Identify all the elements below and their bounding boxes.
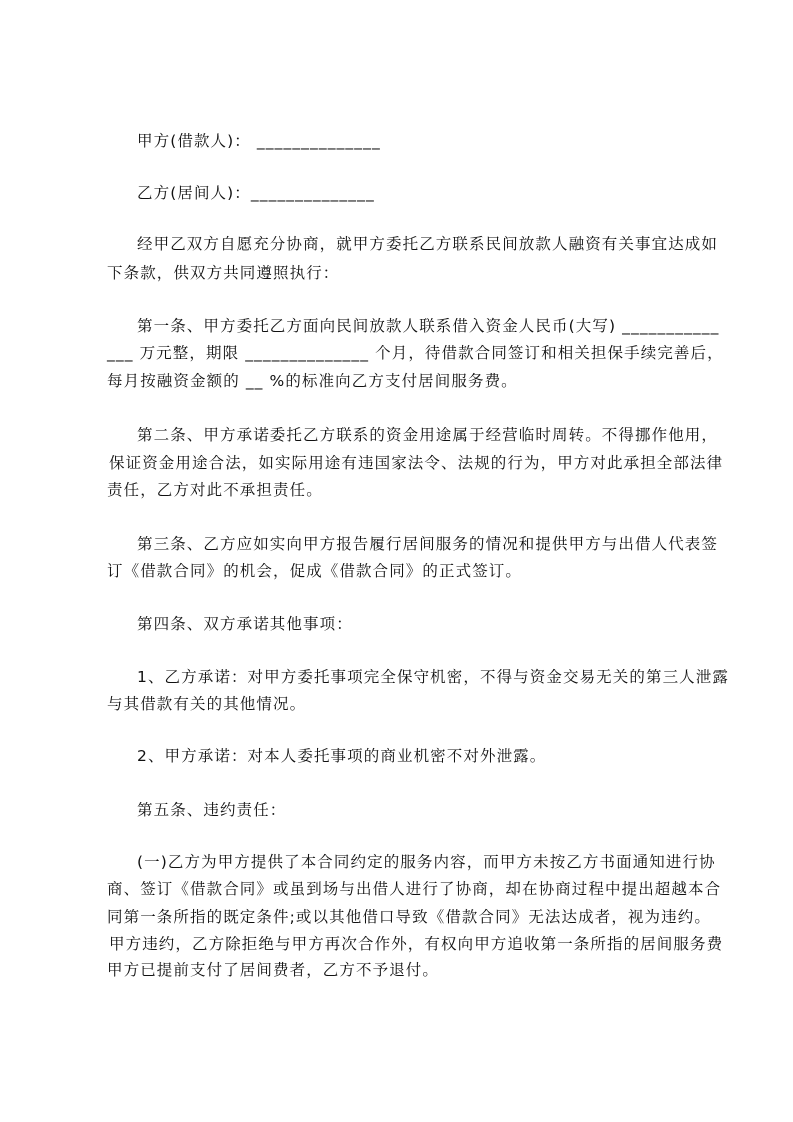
text-line: 第一条、甲方委托乙方面向民间放款人联系借入资金人民币(大写) ___________ <box>137 317 720 335</box>
item-2: 2、甲方承诺：对本人委托事项的商业机密不对外泄露。 <box>137 747 547 765</box>
text-line: 1、乙方承诺：对甲方委托事项完全保守机密，不得与资金交易无关的第三人泄露 <box>137 668 729 686</box>
text-line: 保证资金用途合法，如实际用途有违国家法令、法规的行为，甲方对此承担全部法律 <box>109 454 724 472</box>
text-line: 商、签订《借款合同》或虽到场与出借人进行了协商，却在协商过程中提出超越本合 <box>107 880 722 898</box>
text-line: 下条款，供双方共同遵照执行： <box>107 264 340 282</box>
text-line: 第二条、甲方承诺委托乙方联系的资金用途属于经营临时周转。不得挪作他用， <box>137 426 719 444</box>
article-5: 第五条、违约责任： <box>137 801 287 819</box>
text-line: (一)乙方为甲方提供了本合同约定的服务内容，而甲方未按乙方书面通知进行协 <box>137 853 716 871</box>
text-line: 责任，乙方对此不承担责任。 <box>107 481 323 499</box>
text-line: 同第一条所指的既定条件;或以其他借口导致《借款合同》无法达成者，视为违约。 <box>107 908 711 926</box>
party-b-line: 乙方(居间人)：______________ <box>137 184 375 202</box>
party-a-line: 甲方(借款人)： ______________ <box>137 132 381 150</box>
text-line: 第三条、乙方应如实向甲方报告履行居间服务的情况和提供甲方与出借人代表签 <box>137 535 719 553</box>
text-line: 经甲乙双方自愿充分协商，就甲方委托乙方联系民间放款人融资有关事宜达成如 <box>137 235 719 253</box>
text-line: 与其借款有关的其他情况。 <box>107 695 307 713</box>
text-line: 甲方违约，乙方除拒绝与甲方再次合作外，有权向甲方追收第一条所指的居间服务费 <box>109 935 724 953</box>
text-line: 订《借款合同》的机会，促成《借款合同》的正式签订。 <box>107 562 523 580</box>
text-line: 甲方已提前支付了居间费者，乙方不予退付。 <box>107 961 440 979</box>
article-4: 第四条、双方承诺其他事项： <box>137 615 353 633</box>
text-line: ___ 万元整，期限 ______________ 个月，待借款合同签订和相关担保手续完善后， <box>107 344 724 362</box>
text-line: 每月按融资金额的 __ %的标准向乙方支付居间服务费。 <box>107 372 518 390</box>
